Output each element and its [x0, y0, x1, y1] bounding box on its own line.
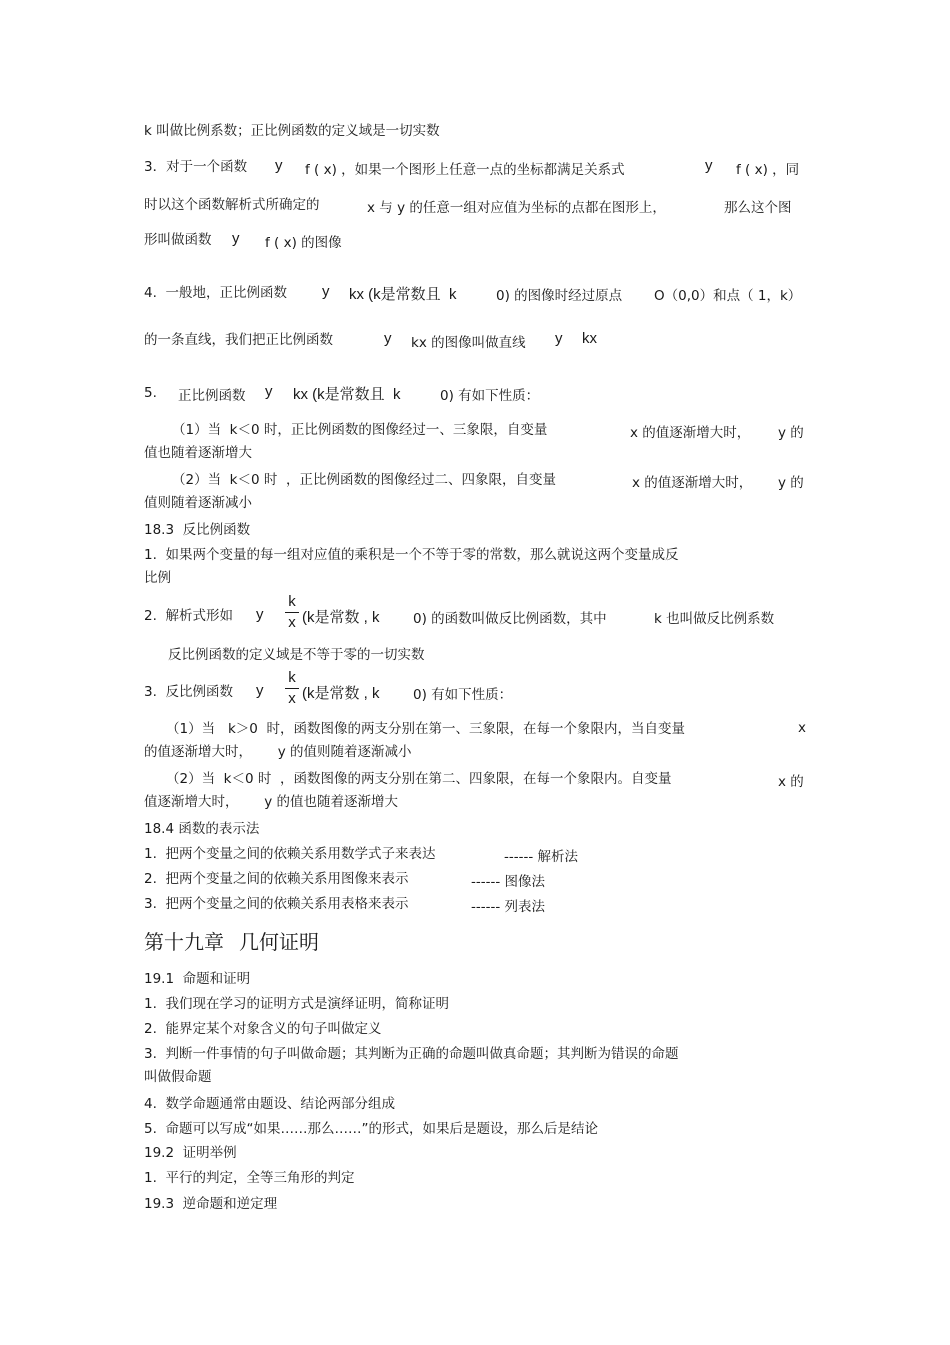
text-line: 4. 数学命题通常由题设、结论两部分组成 — [144, 1096, 395, 1112]
denominator: x — [288, 690, 296, 707]
math-var: y — [705, 157, 713, 174]
text-line: k 叫做比例系数；正比例函数的定义域是一切实数 — [144, 123, 440, 139]
math-var: y — [256, 682, 264, 699]
text-line: 0) 的图像时经过原点 — [496, 288, 623, 304]
section-heading: 19.3 逆命题和逆定理 — [144, 1196, 278, 1212]
text-line: 形叫做函数 — [144, 232, 212, 248]
text-line: y 的 — [778, 425, 804, 441]
text-line: 比例 — [144, 570, 171, 586]
text-line: f ( x) ，如果一个图形上任意一点的坐标都满足关系式 — [305, 162, 625, 178]
math-expr: (k是常数 , k — [302, 609, 380, 626]
text-line: 0) 有如下性质： — [440, 388, 540, 404]
text-line: 的值逐渐增大时， y 的值则随着逐渐减小 — [144, 744, 412, 760]
text-line: 3．对于一个函数 — [144, 159, 248, 175]
math-expr: kx (k是常数且 k — [293, 386, 401, 403]
text-line: 0) 的函数叫做反比例函数，其中 — [413, 611, 607, 627]
text-line: f ( x) 的图像 — [265, 235, 342, 251]
text-line: 3. 反比例函数 — [144, 684, 233, 700]
math-expr: kx (k是常数且 k — [349, 286, 457, 303]
section-heading: 18.4 函数的表示法 — [144, 821, 260, 837]
text-line: （2）当 k＜0 时 ，函数图像的两支分别在第二、四象限，在每一个象限内。自变量 — [166, 771, 672, 787]
text-line: 5. — [144, 385, 157, 401]
text-line: f ( x) ，同 — [736, 162, 800, 178]
math-var: y — [265, 383, 273, 400]
text-line: 值则随着逐渐减小 — [144, 495, 252, 511]
fraction-bar — [285, 612, 299, 613]
text-line: x 的值逐渐增大时， — [630, 425, 751, 441]
text-line: ------ 图像法 — [471, 874, 546, 890]
text-line: ------ 解析法 — [504, 849, 579, 865]
text-line: 叫做假命题 — [144, 1069, 212, 1085]
math-var: y — [232, 230, 240, 247]
text-line: 值也随着逐渐增大 — [144, 445, 252, 461]
denominator: x — [288, 614, 296, 631]
text-line: 的一条直线，我们把正比例函数 — [144, 332, 333, 348]
text-line: 1. 如果两个变量的每一组对应值的乘积是一个不等于零的常数，那么就说这两个变量成反 — [144, 547, 679, 563]
text-line: 0) 有如下性质： — [413, 687, 513, 703]
text-line: x 的值逐渐增大时， — [632, 475, 753, 491]
text-line: O（0,0）和点（ 1，k） — [654, 288, 802, 304]
fraction — [285, 593, 299, 632]
text-line: 3. 把两个变量之间的依赖关系用表格来表示 — [144, 896, 409, 912]
math-var: y — [384, 330, 392, 347]
text-line: 3. 判断一件事情的句子叫做命题；其判断为正确的命题叫做真命题；其判断为错误的命题 — [144, 1046, 679, 1062]
text-line: 那么这个图 — [724, 200, 792, 216]
text-line: （2）当 k＜0 时 ，正比例函数的图像经过二、四象限，自变量 — [172, 472, 556, 488]
math-expr: (k是常数 , k — [302, 685, 380, 702]
text-line: kx 的图像叫做直线 — [411, 335, 526, 351]
text-line: 2. 把两个变量之间的依赖关系用图像来表示 — [144, 871, 409, 887]
section-heading: 18.3 反比例函数 — [144, 522, 251, 538]
text-line: x 的 — [778, 774, 804, 790]
math-var: y — [275, 157, 283, 174]
text-line: 2. 解析式形如 — [144, 608, 233, 624]
numerator: k — [288, 593, 296, 610]
text-line: k 也叫做反比例系数 — [654, 611, 775, 627]
math-var: y — [256, 606, 264, 623]
text-line: 正比例函数 — [178, 388, 246, 404]
text-line: 5. 命题可以写成“如果……那么……”的形式，如果后是题设，那么后是结论 — [144, 1121, 598, 1137]
text-line: 1. 把两个变量之间的依赖关系用数学式子来表达 — [144, 846, 436, 862]
section-heading: 19.2 证明举例 — [144, 1145, 237, 1161]
text-line: 值逐渐增大时， y 的值也随着逐渐增大 — [144, 794, 399, 810]
text-line: x 与 y 的任意一组对应值为坐标的点都在图形上， — [367, 200, 666, 216]
text-line: 4. 一般地，正比例函数 — [144, 285, 287, 301]
chapter-title: 第十九章 几何证明 — [144, 932, 319, 954]
fraction-bar — [285, 688, 299, 689]
math-var: kx — [582, 330, 597, 347]
text-line: 反比例函数的定义域是不等于零的一切实数 — [168, 647, 425, 663]
numerator: k — [288, 669, 296, 686]
text-line: 1. 我们现在学习的证明方式是演绎证明，简称证明 — [144, 996, 449, 1012]
text-line: ------ 列表法 — [471, 899, 546, 915]
math-var: y — [555, 330, 563, 347]
text-line: 1. 平行的判定，全等三角形的判定 — [144, 1170, 355, 1186]
text-line: （1）当 k＞0 时，函数图像的两支分别在第一、三象限，在每一个象限内，当自变量 — [166, 721, 685, 737]
text-line: （1）当 k＜0 时，正比例函数的图像经过一、三象限，自变量 — [172, 422, 548, 438]
text-line: 2. 能界定某个对象含义的句子叫做定义 — [144, 1021, 382, 1037]
text-line: x — [798, 720, 806, 736]
math-var: y — [322, 283, 330, 300]
fraction — [285, 669, 299, 708]
text-line: y 的 — [778, 475, 804, 491]
text-line: 时以这个函数解析式所确定的 — [144, 197, 320, 213]
section-heading: 19.1 命题和证明 — [144, 971, 251, 987]
